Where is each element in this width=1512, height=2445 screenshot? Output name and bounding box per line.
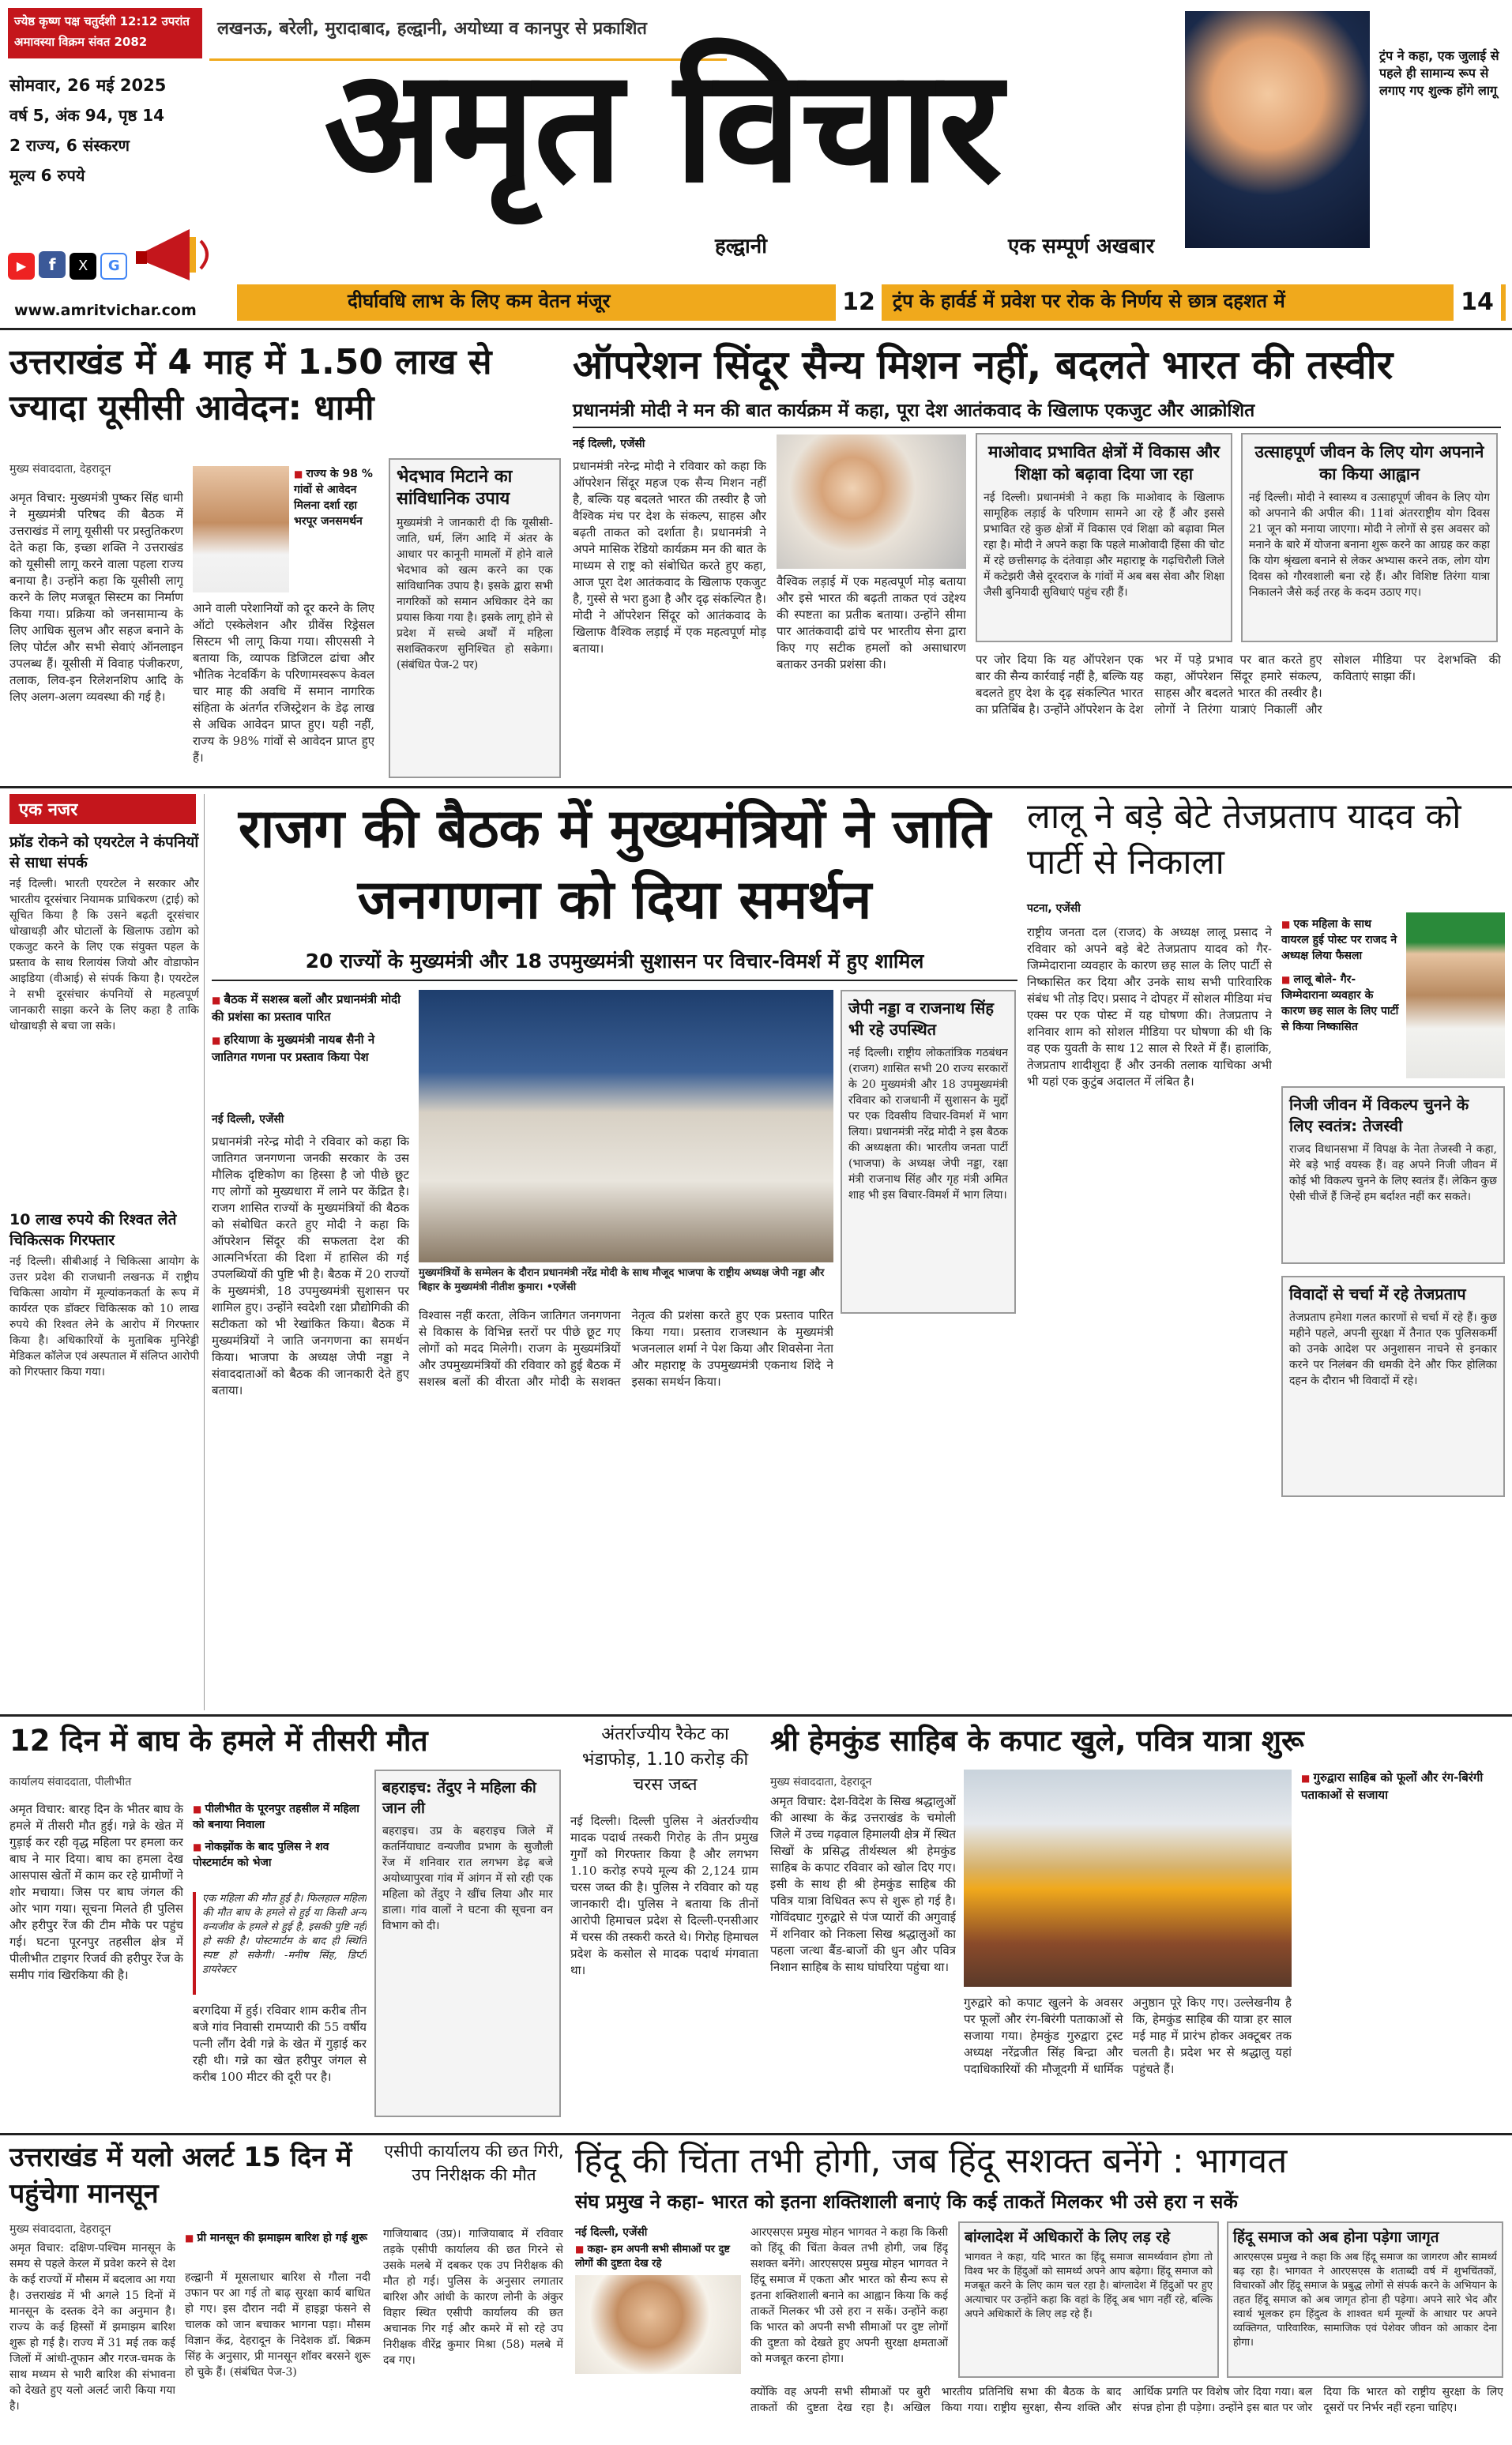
yoga-headline[interactable]: उत्साहपूर्ण जीवन के लिए योग अपनाने का किया आह्वान [1254,442,1484,483]
hemkund-bullet: ■ गुरुद्वारा साहिब को फूलों और रंग-बिरंगी पताकाओं से सजाया [1301,1770,1503,1804]
tej-headline[interactable]: विवादों से चर्चा में रहे तेजप्रताप [1289,1285,1466,1303]
roof-headline[interactable]: एसीपी कार्यालय की छत गिरी, उप निरीक्षक की मौत [384,2142,564,2184]
nda-bullets [212,991,409,1066]
nda-headline[interactable]: राजग की बैठक में मुख्यमंत्रियों ने जाति जनगणना को दिया समर्थन [238,798,991,931]
ucc-text-2: आने वाली परेशानियों को दूर करने के लिए ऑटो एस्केलेशन और ग्रीवेंस रिड्रेसल सिस्टम भी लागू किया गया। सीएससी ने बताया कि, व्यापक डिजिटल ढांचा और भौतिक नेटवर्किंग के परिणामस्वरूप केवल चार माह की अवधि में समान नागरिक संहिता के अंतर्गत रजिस्ट्रेशन के डेढ़ लाख से अधिक आवेदन प्राप्त हुए। यही नहीं, राज्य के 98% गांवों से आवेदन प्राप्त हुए हैं। [193,601,374,765]
hemkund-photo [964,1770,1292,1987]
racket-text: नई दिल्ली। दिल्ली पुलिस ने अंतर्राज्यीय मादक पदार्थ तस्करी गिरोह के तीन प्रमुख गुर्गों को गिरफ्तार किया है और लगभग 1.10 करोड़ रुपये मूल्य की 2,124 ग्राम चरस जब्त की है। पुलिस ने रविवार को यह जानकारी दी। पुलिस ने बताया कि तीनों आरोपी हिमाचल प्रदेश से दिल्ली-एनसीआर में चरस की तस्करी करते थे। गिरोह हिमाचल प्रदेश के कसोल से मादक पदार्थ मंगवाता था। [570,1814,758,1977]
masthead [0,0,1512,332]
ucc-headline[interactable]: उत्तराखंड में 4 माह में 1.50 लाख से ज्यादा यूसीसी आवेदन: धामी [9,342,492,428]
nda-caption: मुख्यमंत्रियों के सम्मेलन के दौरान प्रधानमंत्री नरेंद्र मोदी के साथ मौजूद भाजपा के राष्ट्रीय अध्यक्ष जेपी नड्डा और बिहार के मुख्यमंत्री नीतीश कुमार। •एजेंसी [419,1267,825,1293]
racket-story [570,1722,760,2125]
fraud-text: नई दिल्ली। भारती एयरटेल ने सरकार और भारतीय दूरसंचार नियामक प्राधिकरण (ट्राई) को सूचित किया है कि उसने बढ़ती दूरसंचार धोखाधड़ी और घोटालों के खिलाफ उद्योग को एकजुट करने के लिए एक संयुक्त पहल के प्रस्ताव के साथ रिलायंस जियो और वोडाफोन आइडिया (वीआई) से संपर्क किया है। एयरटेल ने सभी दूरसंचार कंपनियों से महत्वपूर्ण जानकारी साझा करने के लिए कहा है ताकि धोखाधड़ी से बचा जा सके। [9,878,199,1033]
tiger-text: अमृत विचार: बारह दिन के भीतर बाघ के हमले में तीसरी मौत हुई। गन्ने के खेत में गुड़ाई कर रही वृद्ध महिला पर हमला कर बाघ ने मार दिया। बाघ का हमला देख आसपास खेतों में काम कर रहे ग्रामीणों ने शोर मचाया। जिस पर बाघ जंगल की ओर भाग गया। सूचना मिलते ही पुलिस और हरीपुर रेंज की टीम मौके पर पहुंच गई। घटना पूरनपुर तहसील क्षेत्र में पीलीभीत टाइगर रिजर्व की हरीपुर रेंज के समीप गांव खिरकिया की है। [9,1802,183,1982]
hemkund-bullet-box [1301,1770,1503,1804]
alert-story [9,2139,373,2439]
facebook-icon[interactable]: f [39,251,66,278]
states-text: 2 राज्य, 6 संस्करण [9,136,130,155]
tiger-story [9,1722,562,2125]
ucc-story [9,340,562,782]
teaser-right-page: 14 [1454,284,1501,321]
bhagwat-subhead: संघ प्रमुख ने कहा- भारत को इतना शक्तिशाली बनाएं कि कई ताकतें मिलकर भी उसे हरा न सकें [575,2191,1238,2213]
megaphone-icon [134,221,221,288]
nda-rule [212,980,1017,981]
ucc-sidebar-text: मुख्यमंत्री ने जानकारी दी कि यूसीसी- जाति, धर्म, लिंग आदि में अंतर के आधार पर कानूनी मामलों में होने वाले भेदभाव को खत्म करने का एक सांविधानिक उपाय है। इसके द्वारा सभी नागरिकों को समान अधिकार देने का प्रयास किया गया है। इसके लागू होने से प्रदेश में सच्चे अर्थों में महिला सशक्तिकरण सुनिश्चित हो सकेगा। (संबंधित पेज-2 पर) [397,517,553,671]
editions-line: लखनऊ, बरेली, मुरादाबाद, हल्द्वानी, अयोध्या व कानपुर से प्रकाशित [217,19,647,39]
tiger-quote: एक महिला की मौत हुई है। फिलहाल महिला की मौत बाघ के हमले से हुई या किसी अन्य वन्यजीव के हमले से हुई है, इसकी पुष्टि नहीं हो सकी है। पोस्टमार्टम के बाद ही स्थिति स्पष्ट हो सकेगी। -मनीष सिंह, डिप्टी डायरेक्टर [202,1893,367,1976]
hindusamaj-box [1227,2221,1503,2378]
hemkund-headline[interactable]: श्री हेमकुंड साहिब के कपाट खुले, पवित्र यात्रा शुरू [770,1724,1304,1758]
trump-photo [1185,11,1370,248]
youtube-icon[interactable]: ▶ [8,253,35,280]
lalu-story [1027,794,1505,1710]
maoist-headline[interactable]: माओवाद प्रभावित क्षेत्रों में विकास और शिक्षा को बढ़ावा दिया जा रहा [987,442,1221,483]
teaser-right[interactable]: ट्रंप के हार्वर्ड में प्रवेश पर रोक के निर्णय से छात्र दहशत में [893,290,1285,312]
tejpratap-photo [1406,912,1505,1078]
tejaswi-box [1281,1086,1505,1264]
ucc-bullet-text: ■ राज्य के 98 % गांवों से आवेदन मिलना दर्शा रहा भरपूर जनसमर्थन [294,466,381,529]
tiger-quote-box [193,1892,367,1995]
row2-rule [0,1714,1512,1717]
bangladesh-text: भागवत ने कहा, यदि भारत का हिंदू समाज सामर्थ्यवान होगा तो विश्व भर के हिंदुओं को सामर्थ्य अपने आप बढ़ेगा। हिंदू समाज को मजबूत करने के लिए काम चल रहा है। बांग्लादेश में हिंदुओं पर हुए अत्याचार पर उन्होंने कहा कि वहां के हिंदू अब भाग नहीं रहे, बल्कि अपने अधिकारों के लिए लड़ रहे हैं। [965,2251,1213,2320]
ucc-bullet [294,466,381,529]
tagline: एक सम्पूर्ण अखबार [1008,235,1155,258]
alert-bullet: ■ प्री मानसून की झमाझम बारिश हो गई शुरू [185,2230,370,2246]
alert-text-2: हल्द्वानी में मूसलाधार बारिश से गौला नदी उफान पर आ गई तो बाढ़ सुरक्षा कार्य बाधित हो गए। इस दौरान नदी में हाइड्रा फंसने से चालक को जान बचाकर भागना पड़ा। मौसम विज्ञान केंद्र, देहरादून के निदेशक डॉ. बिक्रम सिंह के अनुसार, प्री मानसून शॉवर बरसने शुरू हो चुके हैं। (संबंधित पेज-3) [185,2271,370,2379]
nda-story [212,794,1017,1710]
hemkund-caption-text: गुरुद्वारे को कपाट खुलने के अवसर पर फूलों और रंग-बिरंगी पताकाओं से सजाया गया। हेमकुंड गुरुद्वारा ट्रस्ट अध्यक्ष नरेंद्रजीत सिंह बिन्द्रा और पदाधिकारियों की मौजूदगी में धार्मिक अनुष्ठान पूरे किए गए। उल्लेखनीय है कि, हेमकुंड साहिब की यात्रा हर साल मई माह में प्रारंभ होकर अक्टूबर तक चलती है। प्रदेश भर से श्रद्धालु यहां पहुंचते हैं। [964,1995,1292,2076]
ucc-byline: मुख्य संवाददाता, देहरादून [9,463,111,476]
fraud-headline[interactable]: फ्रॉड रोकने को एयरटेल ने कंपनियों से साधा संपर्क [9,833,199,871]
tiger-bullets [193,1801,367,1871]
nda-subhead: 20 राज्यों के मुख्यमंत्री और 18 उपमुख्यमंत्री सुशासन पर विचार-विमर्श में हुए शामिल [305,950,924,972]
yoga-box [1241,433,1498,642]
bangladesh-headline[interactable]: बांग्लादेश में अधिकारों के लिए लड़ रहे [965,2229,1171,2246]
teaser-left-page: 12 [836,284,882,321]
sindoor-rule [573,427,1501,428]
panchang-text: ज्येष्ठ कृष्ण पक्ष चतुर्दशी 12:12 उपरांत अमावस्या विक्रम संवत 2082 [14,14,190,49]
bhagwat-text: आरएसएस प्रमुख मोहन भागवत ने कहा कि किसी को हिंदू की चिंता केवल तभी होगी, जब हिंदू सशक्त बनेंगे। आरएसएस प्रमुख मोहन भागवत ने हिंदू समाज में एकता और भारत को सैन्य रूप से इतना शक्तिशाली बनाने का आह्वान किया कि कई ताकतें मिलकर भी उसे हरा न सकें। उन्होंने कहा कि भारत को अपनी सभी सीमाओं पर दुष्ट लोगों की दुष्टता को देखते हुए अपनी सुरक्षा क्षमताओं को मजबूत करना होगा। [750,2226,948,2365]
teaser-left[interactable]: दीर्घावधि लाभ के लिए कम वेतन मंजूर [348,290,611,312]
bhagwat-bullet-box [575,2242,741,2271]
tej-box [1281,1276,1505,1497]
alert-bullet-box [185,2230,370,2246]
maoist-box [976,433,1232,642]
nda-photo [419,990,833,1262]
ek-nazar-tag: एक नजर [9,794,196,824]
bhagwat-photo [575,2275,741,2374]
sindoor-text-1: प्रधानमंत्री नरेन्द्र मोदी ने रविवार को कहा कि ऑपरेशन सिंदूर महज एक सैन्य मिशन नहीं है, बल्कि यह बदलते भारत की तस्वीर है जो वैश्विक मंच पर देश के संकल्प, साहस और बढ़ती ताकत को दर्शाता है। प्रधानमंत्री ने अपने मासिक रेडियो कार्यक्रम मन की बात के माध्यम से राष्ट्र को संबोधित करते हुए कहा, आज पूरा देश आतंकवाद के खिलाफ एकजुट है, गुस्से से भरा हुआ है और दृढ़ संकल्पित है। मोदी ने ऑपरेशन सिंदूर को आतंकवाद के खिलाफ वैश्विक लड़ाई में एक महत्वपूर्ण मोड़ बताया। [573,459,766,656]
alert-byline: मुख्य संवाददाता, देहरादून [9,2223,111,2236]
bhagwat-story [575,2139,1505,2439]
hemkund-byline: मुख्य संवाददाता, देहरादून [770,1776,872,1789]
lalu-bullets [1281,916,1400,1035]
tejaswi-headline[interactable]: निजी जीवन में विकल्प चुनने के लिए स्वतंत्र: तेजस्वी [1289,1095,1469,1135]
bhagwat-dateline: नई दिल्ली, एजेंसी [575,2226,648,2239]
google-news-icon[interactable]: G [100,253,127,280]
hindusamaj-text: आरएसएस प्रमुख ने कहा कि अब हिंदू समाज का जागरण और सामर्थ्य बढ़ रहा है। भागवत ने आरएसएस के शताब्दी वर्ष में शुभचिंतकों, विचारकों और हिंदू समाज के प्रबुद्ध लोगों से संपर्क करने के अभियान के तहत हिंदू समाज को अब जागृत होना ही पड़ेगा। अपने सारे भेद और स्वार्थ भूलकर हम हिंदुत्व के शाश्वत धर्म मूल्यों के आधार पर अपने व्यक्तिगत, पारिवारिक, सामाजिक एवं पेशेवर जीवन को आकार देना होगा। [1233,2251,1497,2349]
racket-headline[interactable]: अंतर्राज्यीय रैकेट का भंडाफोड़, 1.10 करोड़ की चरस जब्त [581,1725,749,1795]
nadda-headline[interactable]: जेपी नड्डा व राजनाथ सिंह भी रहे उपस्थित [848,999,995,1039]
nda-text-1: प्रधानमंत्री नरेन्द्र मोदी ने रविवार को कहा कि जातिगत जनगणना जनकी सरकार के उस मौलिक दृष्टिकोण का हिस्सा है जो पीछे छूट गए लोगों को मुख्यधारा में लाने पर केंद्रित है। राजग शासित राज्यों के मुख्यमंत्रियों की बैठक को संबोधित करते हुए मोदी ने कहा कि ऑपरेशन सिंदूर की सफलता देश की आत्मनिर्भरता की दिशा में हासिल की गई उपलब्धियों की पुष्टि भी है। बैठक में 20 राज्यों के मुख्यमंत्री, 18 उपमुख्यमंत्री सुशासन पर शामिल हुए। उन्होंने स्वदेशी रक्षा प्रौद्योगिकी की सटीकता को भी रेखांकित किया। बैठक में मुख्यमंत्रियों ने जाति जनगणना का समर्थन किया। भाजपा के अध्यक्ष जेपी नड्डा ने संवाददाताओं को बैठक की जानकारी देते हुए बताया। [212,1134,409,1397]
price-text: मूल्य 6 रुपये [9,166,85,185]
roof-story [383,2139,565,2439]
lalu-bullet-2: ■ लालू बोले- गैर-जिम्मेदाराना व्यवहार के कारण छह साल के लिए पार्टी से किया निष्कासित [1281,972,1400,1035]
dhami-photo [193,466,289,592]
hemkund-text: अमृत विचार: देश-विदेश के सिख श्रद्धालुओं की आस्था के केंद्र उत्तराखंड के चमोली जिले में उच्च गढ़वाल हिमालयी क्षेत्र में स्थित सिखों के प्रसिद्ध तीर्थस्थल श्री हेमकुंड साहिब के कपाट रविवार को खोल दिए गए। इसी के साथ ही श्री हेमकुंड साहिब की पवित्र यात्रा विधिवत रूप से शुरू हो गई है। गोविंदघाट गुरुद्वारे से पंज प्यारों की अगुवाई में शनिवार को निकला सिख श्रद्धालुओं का पहला जत्था बैंड-बाजों की धुन और पवित्र निशान साहिब के साथ घांघरिया पहुंचा था। [770,1794,956,1974]
row3-rule [0,2133,1512,2135]
tejaswi-text: राजद विधानसभा में विपक्ष के नेता तेजस्वी ने कहा, मेरे बड़े भाई वयस्क हैं। वह अपने निजी जीवन में कोई भी विकल्प चुनने के लिए स्वतंत्र हैं। लेकिन कुछ ऐसी चीजें हैं जिन्हें हम बर्दाश्त नहीं कर सकते। [1289,1143,1497,1203]
sindoor-caption: वैश्विक लड़ाई में एक महत्वपूर्ण मोड़ बताया और इसे भारत की बढ़ती ताकत एवं उद्देश्य की स्पष्टता का प्रतीक बताया। उन्होंने सीमा पार आतंकवादी ढांचे पर भारतीय सेना द्वारा किए गए सटीक हमलों को असाधारण बताकर उनकी प्रशंसा की। [777,574,966,671]
modi-photo [777,434,966,569]
bhagwat-headline[interactable]: हिंदू की चिंता तभी होगी, जब हिंदू सशक्त बनेंगे : भागवत [575,2141,1288,2181]
tiger-bullet-2: ■ नोकझोंक के बाद पुलिस ने शव पोस्टमार्टम को भेजा [193,1839,367,1871]
lalu-dateline: पटना, एजेंसी [1027,902,1081,915]
trump-caption: ट्रंप ने कहा, एक जुलाई से पहले ही सामान्य रूप से लगाए गए शुल्क होंगे लागू [1379,48,1499,98]
bangladesh-box [958,2221,1219,2378]
volume-text: वर्ष 5, अंक 94, पृष्ठ 14 [9,106,165,125]
bahraich-box [374,1770,561,2117]
bahraich-text: बहराइच। उप्र के बहराइच जिले में कतर्नियाघाट वन्यजीव प्रभाग के सुजौली रेंज में शनिवार रात लगभग डेढ़ बजे अयोध्यापुरवा गांव में आंगन में सो रही एक महिला को तेंदुए ने खींच लिया और मार डाला। गांव वालों ने घटना की सूचना वन विभाग को दी। [382,1825,553,1932]
bahraich-headline[interactable]: बहराइच: तेंदुए ने महिला की जान ली [382,1779,536,1817]
masthead-bottom-rule [0,328,1512,330]
yoga-text: नई दिल्ली। मोदी ने स्वास्थ्य व उत्साहपूर्ण जीवन के लिए योग को अपनाने की अपील की। 11वां अंतरराष्ट्रीय योग दिवस 21 जून को मनाया जाएगा। मोदी ने लोगों से इस अवसर को मनाने के बारे में योजना बनाना शुरू करने का आग्रह कर कहा कि योग श्रृंखला बनाने से लेकर अभ्यास करने तक, लोग योग दिवस को गौरवशाली बना रहे हैं। और विशिष्ट तिरंगा यात्रा निकालने जैसे कई तरह के कदम उठाए गए। [1249,491,1490,599]
hemkund-story [770,1722,1505,2125]
tiger-text-2: बरगदिया में हुई। रविवार शाम करीब तीन बजे गांव निवासी रामप्यारी की 55 वर्षीय पत्नी लौंग देवी गन्ने के खेत में गुड़ाई कर रही थी। गन्ने का खेत हरीपुर जंगल से करीब 100 मीटर की दूरी पर है। [193,2003,367,2084]
alert-headline[interactable]: उत्तराखंड में यलो अलर्ट 15 दिन में पहुंचेगा मानसून [9,2142,352,2210]
lalu-text: राष्ट्रीय जनता दल (राजद) के अध्यक्ष लालू प्रसाद ने रविवार को अपने बड़े बेटे तेजप्रताप यादव को गैर-जिम्मेदाराना व्यवहार के कारण छह साल के लिए पार्टी से निष्कासित कर दिया और उनके साथ सभी पारिवारिक संबंध भी तोड़ दिए। प्रसाद ने दोपहर में सोशल मीडिया मंच एक्स पर एक पोस्ट में यह घोषणा की। तेजप्रताप ने शनिवार शाम को सोशल मीडिया पर घोषणा की थी कि वह एक युवती के साथ 12 साल से रिश्ते में हैं। हालांकि, तेजप्रताप शादीशुदा हैं और उनकी तलाक याचिका अभी भी यहां एक कुटुंब अदालत में लंबित है। [1027,925,1272,1089]
tej-text: तेजप्रताप हमेशा गलत कारणों से चर्चा में रहे हैं। कुछ महीने पहले, अपनी सुरक्षा में तैनात एक पुलिसकर्मी को उनके आदेश पर अनुशासन नाचने से इनकार करने पर निलंबन की धमकी देने और फिर होलिका दहन के दौरान भी विवादों में रहे। [1289,1311,1497,1387]
nda-text-2: विश्वास नहीं करता, लेकिन जातिगत जनगणना से विकास के विभिन्न स्तरों पर पीछे छूट गए लोगों को मदद मिलेगी। राजग के मुख्यमंत्रियों और उपमुख्यमंत्रियों की रविवार को हुई बैठक में सशस्त्र बलों की वीरता और मोदी के सशक्त नेतृत्व की प्रशंसा करते हुए एक प्रस्ताव पारित किया गया। प्रस्ताव राजस्थान के मुख्यमंत्री भजनलाल शर्मा ने पेश किया और शिवसेना नेता और महाराष्ट्र के उपमुख्यमंत्री एकनाथ शिंदे ने इसका समर्थन किया। [419,1308,833,1389]
nda-bullet-2: ■ हरियाणा के मुख्यमंत्री नायब सैनी ने जातिगत गणना पर प्रस्ताव किया पेश [212,1032,409,1066]
ucc-sidebar-title[interactable]: भेदभाव मिटाने का सांविधानिक उपाय [397,467,513,509]
maoist-text: नई दिल्ली। प्रधानमंत्री ने कहा कि माओवाद के खिलाफ सामूहिक लड़ाई के परिणाम सामने आ रहे हैं और इससे प्रभावित रहे कुछ क्षेत्रों में विकास एवं शिक्षा को बढ़ावा मिल रहा है। मोदी ने अपने कहा कि पहले माओवादी हिंसा की चोट में रहे छत्तीसगढ़ के दंतेवाड़ा और महाराष्ट्र के गढ़चिरौली जिले में कटेझरी जैसे दूरदराज के गांवों में अब बस सेवा और शिक्षा जैसी बुनियादी सुविधाएं पहुंच रही हैं। [984,491,1224,599]
sindoor-text-2: पर जोर दिया कि यह ऑपरेशन एक बार की सैन्य कार्रवाई नहीं है, बल्कि यह बदलते हुए देश के दृढ़ संकल्पित भारत का प्रतिबिंब है। उन्होंने ऑपरेशन के देश भर में पड़े प्रभाव पर बात करते हुए कहा, ऑपरेशन सिंदूर हमारे संकल्प, साहस और बदलते भारत की तस्वीर है। लोगों ने तिरंगा यात्राएं निकालीं और सोशल मीडिया पर देशभक्ति की कविताएं साझा कीं। [976,653,1501,717]
nadda-box [841,990,1016,1314]
bribe-headline[interactable]: 10 लाख रुपये की रिश्वत लेते चिकित्सक गिरफ्तार [9,1211,177,1249]
masthead-title: अमृत विचार [324,35,1001,217]
sindoor-headline[interactable]: ऑपरेशन सिंदूर सैन्य मिशन नहीं, बदलते भारत की तस्वीर [573,342,1394,388]
nda-bullet-1: ■ बैठक में सशस्त्र बलों और प्रधानमंत्री मोदी की प्रशंसा का प्रस्ताव पारित [212,991,409,1025]
sindoor-story [573,340,1505,782]
alert-text: अमृत विचार: दक्षिण-पश्चिम मानसून के समय से पहले केरल में प्रवेश करने से देश के कई राज्यों में मौसम में बदलाव आ गया है। उत्तराखंड में भी अगले 15 दिनों में मानसून के दस्तक देने का अनुमान है। राज्य के कई हिस्सों में झमाझम बारिश शुरू हो गई है। राज्य में 31 मई तक कई जिलों में आंधी-तूफान और गरज-चमक के साथ मध्यम से भारी बारिश की संभावना को देखते हुए यलो अलर्ट जारी किया गया है। [9,2242,175,2413]
x-icon[interactable]: X [70,253,96,280]
nda-dateline: नई दिल्ली, एजेंसी [212,1113,284,1126]
bribe-text: नई दिल्ली। सीबीआई ने चिकित्सा आयोग के उत्तर प्रदेश की राजधानी लखनऊ में राष्ट्रीय चिकित्सा आयोग में मूल्यांकनकर्ता के रूप में कार्यरत एक डॉक्टर चिकित्सक को 10 लाख रुपये की रिश्वत लेने के आरोप में गिरफ्तार किया है। अधिकारियों के मुताबिक मुनिरेड्डी मेडिकल कॉलेज एवं अस्पताल में संलिप्त आरोपी को गिरफ्तार किया गया। [9,1255,199,1379]
ek-nazar-column [9,794,199,1710]
bhagwat-bullet: ■ कहा- हम अपनी सभी सीमाओं पर दुष्ट लोगों की दुष्टता देख रहे [575,2242,741,2271]
left-col-rule [204,794,205,1710]
city-name: हल्द्वानी [715,235,767,258]
roof-text: गाजियाबाद (उप्र)। गाजियाबाद में रविवार तड़के एसीपी कार्यालय की छत गिरने से उसके मलबे में दबकर एक उप निरीक्षक की मौत हो गई। पुलिस के अनुसार लगातार बारिश और आंधी के कारण लोनी के अंकुर विहार स्थित एसीपी कार्यालय की छत अचानक गिर गई और कमरे में सो रहे उप निरीक्षक वीरेंद्र कुमार मिश्रा (58) मलबे में दब गए। [383,2228,563,2367]
tiger-headline[interactable]: 12 दिन में बाघ के हमले में तीसरी मौत [9,1724,428,1758]
hindusamaj-headline[interactable]: हिंदू समाज को अब होना पड़ेगा जागृत [1233,2229,1439,2246]
tiger-byline: कार्यालय संवाददाता, पीलीभीत [9,1776,132,1789]
bhagwat-text-2: क्योंकि वह अपनी सभी सीमाओं पर बुरी ताकतों की दुष्टता देख रहा है। अखिल भारतीय प्रतिनिधि सभा की बैठक के बाद किया गया। राष्ट्रीय सुरक्षा, सैन्य शक्ति और आर्थिक प्रगति पर विशेष जोर दिया गया। बल संपन्न होना ही पड़ेगा। उन्होंने इस बात पर जोर दिया कि भारत को राष्ट्रीय सुरक्षा के लिए दूसरों पर निर्भर नहीं रहना चाहिए। [750,2386,1503,2414]
social-icons [8,251,127,283]
lalu-bullet-1: ■ एक महिला के साथ वायरल हुई पोस्ट पर राजद ने अध्यक्ष लिया फैसला [1281,916,1400,964]
ucc-text-1: अमृत विचार: मुख्यमंत्री पुष्कर सिंह धामी ने मुख्यमंत्री परिषद की बैठक में उत्तराखंड में लागू यूसीसी पर प्रस्तुतिकरण देते कहा कि, इच्छा शक्ति ने उत्तराखंड को यूसीसी लागू करने वाला पहला राज्य बनाया है। उन्होंने कहा कि यूसीसी लागू करने के लिए मजबूत सिस्टम का निर्माण किया गया। प्रक्रिया को जनसामान्य के लिए आधिक सुलभ और सहज बनाने के लिए पोर्टल और सभी सेवाएं ऑनलाइन उपलब्ध हैं। यूसीसी में विवाह पंजीकरण, तलाक, लिव-इन रिलेशनशिप आदि के लिए अलग-अलग व्यवस्था की गई है। [9,491,183,704]
sindoor-dateline: नई दिल्ली, एजेंसी [573,438,645,450]
website-link[interactable]: www.amritvichar.com [14,302,197,319]
lalu-headline[interactable]: लालू ने बड़े बेटे तेजप्रताप यादव को पार्टी से निकाला [1027,796,1461,882]
date-text: सोमवार, 26 मई 2025 [9,76,167,95]
sindoor-subhead: प्रधानमंत्री मोदी ने मन की बात कार्यक्रम में कहा, पूरा देश आतंकवाद के खिलाफ एकजुट और आक्रोशित [573,401,1255,421]
ucc-sidebar-box [389,458,561,778]
tiger-bullet-1: ■ पीलीभीत के पूरनपुर तहसील में महिला को बनाया निवाला [193,1801,367,1833]
panchang-box [8,8,202,58]
nadda-text: नई दिल्ली। राष्ट्रीय लोकतांत्रिक गठबंधन (राजग) शासित सभी 20 राज्य सरकारों के 20 मुख्यमंत्री और 18 उपमुख्यमंत्री रविवार को राजधानी में सुशासन के मुद्दों पर एक दिवसीय विचार-विमर्श में भाग लिया। प्रधानमंत्री नरेंद्र मोदी ने इस बैठक की अध्यक्षता की। भारतीय जनता पार्टी (भाजपा) के अध्यक्ष जेपी नड्डा, रक्षा मंत्री राजनाथ सिंह और गृह मंत्री अमित शाह भी इस विचार-विमर्श में भाग लिया। [848,1047,1008,1202]
row1-rule [0,786,1512,788]
